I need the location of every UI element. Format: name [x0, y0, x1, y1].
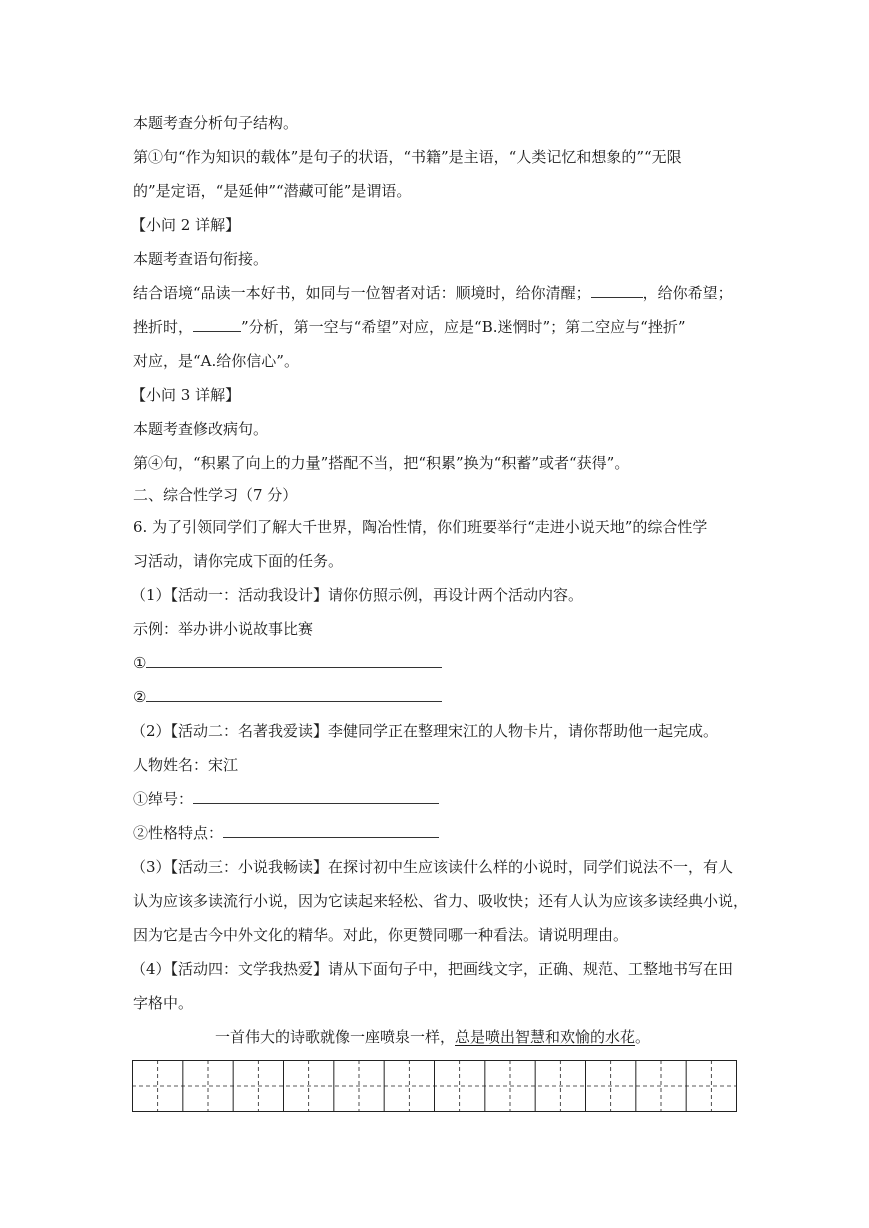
activity-3-line-3: 因为它是古今中外文化的精华。对此，你更赞同哪一种看法。请说明理由。	[133, 926, 629, 944]
line-2: 第①句“作为知识的载体”是句子的状语，“书籍”是主语，“人类记忆和想象的”“无限	[133, 148, 682, 166]
line-6	[133, 283, 733, 303]
nickname-line	[133, 789, 439, 809]
activity-2-prompt: （2）【活动二：名著我爱读】李健同学正在整理宋江的人物卡片，请你帮助他一起完成。	[131, 722, 719, 740]
line-1: 本题考查分析句子结构。	[133, 114, 299, 132]
answer-1-label: ①	[133, 654, 147, 672]
section-heading: 二、综合性学习（7 分）	[133, 486, 298, 504]
line-7	[133, 317, 686, 337]
answer-2-blank	[146, 687, 442, 702]
poem-sentence-end: 。	[635, 1028, 651, 1046]
question-6-line-1: 6. 为了引领同学们了解大千世界，陶冶性情，你们班要举行“走进小说天地”的综合性学	[133, 518, 708, 536]
line-8: 对应，是“A.给你信心”。	[133, 352, 299, 370]
activity-3-line-2: 认为应该多读流行小说，因为它读起来轻松、省力、吸收快；还有人认为应该多读经典小说，	[133, 892, 749, 910]
answer-line-2	[133, 687, 442, 707]
poem-sentence-plain: 一首伟大的诗歌就像一座喷泉一样，	[215, 1028, 456, 1046]
line-7-b: ”分析，第一空与“希望”对应，应是“B.迷惘时”；第二空应与“挫折”	[241, 318, 686, 336]
nickname-blank	[193, 789, 439, 804]
line-5: 本题考查语句衔接。	[133, 250, 269, 268]
activity-3-line-1: （3）【活动三：小说我畅读】在探讨初中生应该读什么样的小说时，同学们说法不一，有人	[131, 858, 734, 876]
line-7-a: 挫折时，	[133, 318, 194, 336]
example-line: 示例：举办讲小说故事比赛	[133, 620, 314, 638]
line-11: 第④句，“积累了向上的力量”搭配不当，把“积累”换为“积蓄”或者“获得”。	[133, 454, 630, 472]
subquestion-2-heading: 【小问 2 详解】	[131, 216, 241, 234]
answer-line-1	[133, 653, 442, 673]
activity-4-line-1: （4）【活动四：文学我热爱】请从下面句子中，把画线文字，正确、规范、工整地书写在田	[131, 960, 734, 978]
line-6-b: ，给你希望；	[642, 284, 733, 302]
poem-sentence-underlined: 总是喷出智慧和欢愉的水花	[455, 1028, 636, 1046]
character-name: 人物姓名：宋江	[133, 756, 239, 774]
blank-2	[193, 317, 241, 332]
activity-4-line-2: 字格中。	[133, 994, 194, 1012]
line-10: 本题考查修改病句。	[133, 420, 269, 438]
line-3: 的”是定语，“是延伸”“潜藏可能”是谓语。	[133, 182, 412, 200]
line-6-a: 结合语境“品读一本好书，如同与一位智者对话：顺境时，给你清醒；	[133, 284, 591, 302]
answer-1-blank	[146, 653, 442, 668]
poem-sentence	[215, 1027, 650, 1047]
answer-2-label: ②	[133, 688, 147, 706]
blank-1	[591, 283, 643, 298]
tianzige-grid[interactable]	[132, 1060, 737, 1112]
personality-line	[133, 823, 439, 843]
activity-1-prompt: （1）【活动一：活动我设计】请你仿照示例，再设计两个活动内容。	[131, 586, 584, 604]
personality-blank	[223, 823, 439, 838]
subquestion-3-heading: 【小问 3 详解】	[131, 386, 241, 404]
question-6-line-2: 习活动，请你完成下面的任务。	[133, 552, 344, 570]
personality-label: ②性格特点：	[133, 824, 224, 842]
nickname-label: ①绰号：	[133, 790, 194, 808]
